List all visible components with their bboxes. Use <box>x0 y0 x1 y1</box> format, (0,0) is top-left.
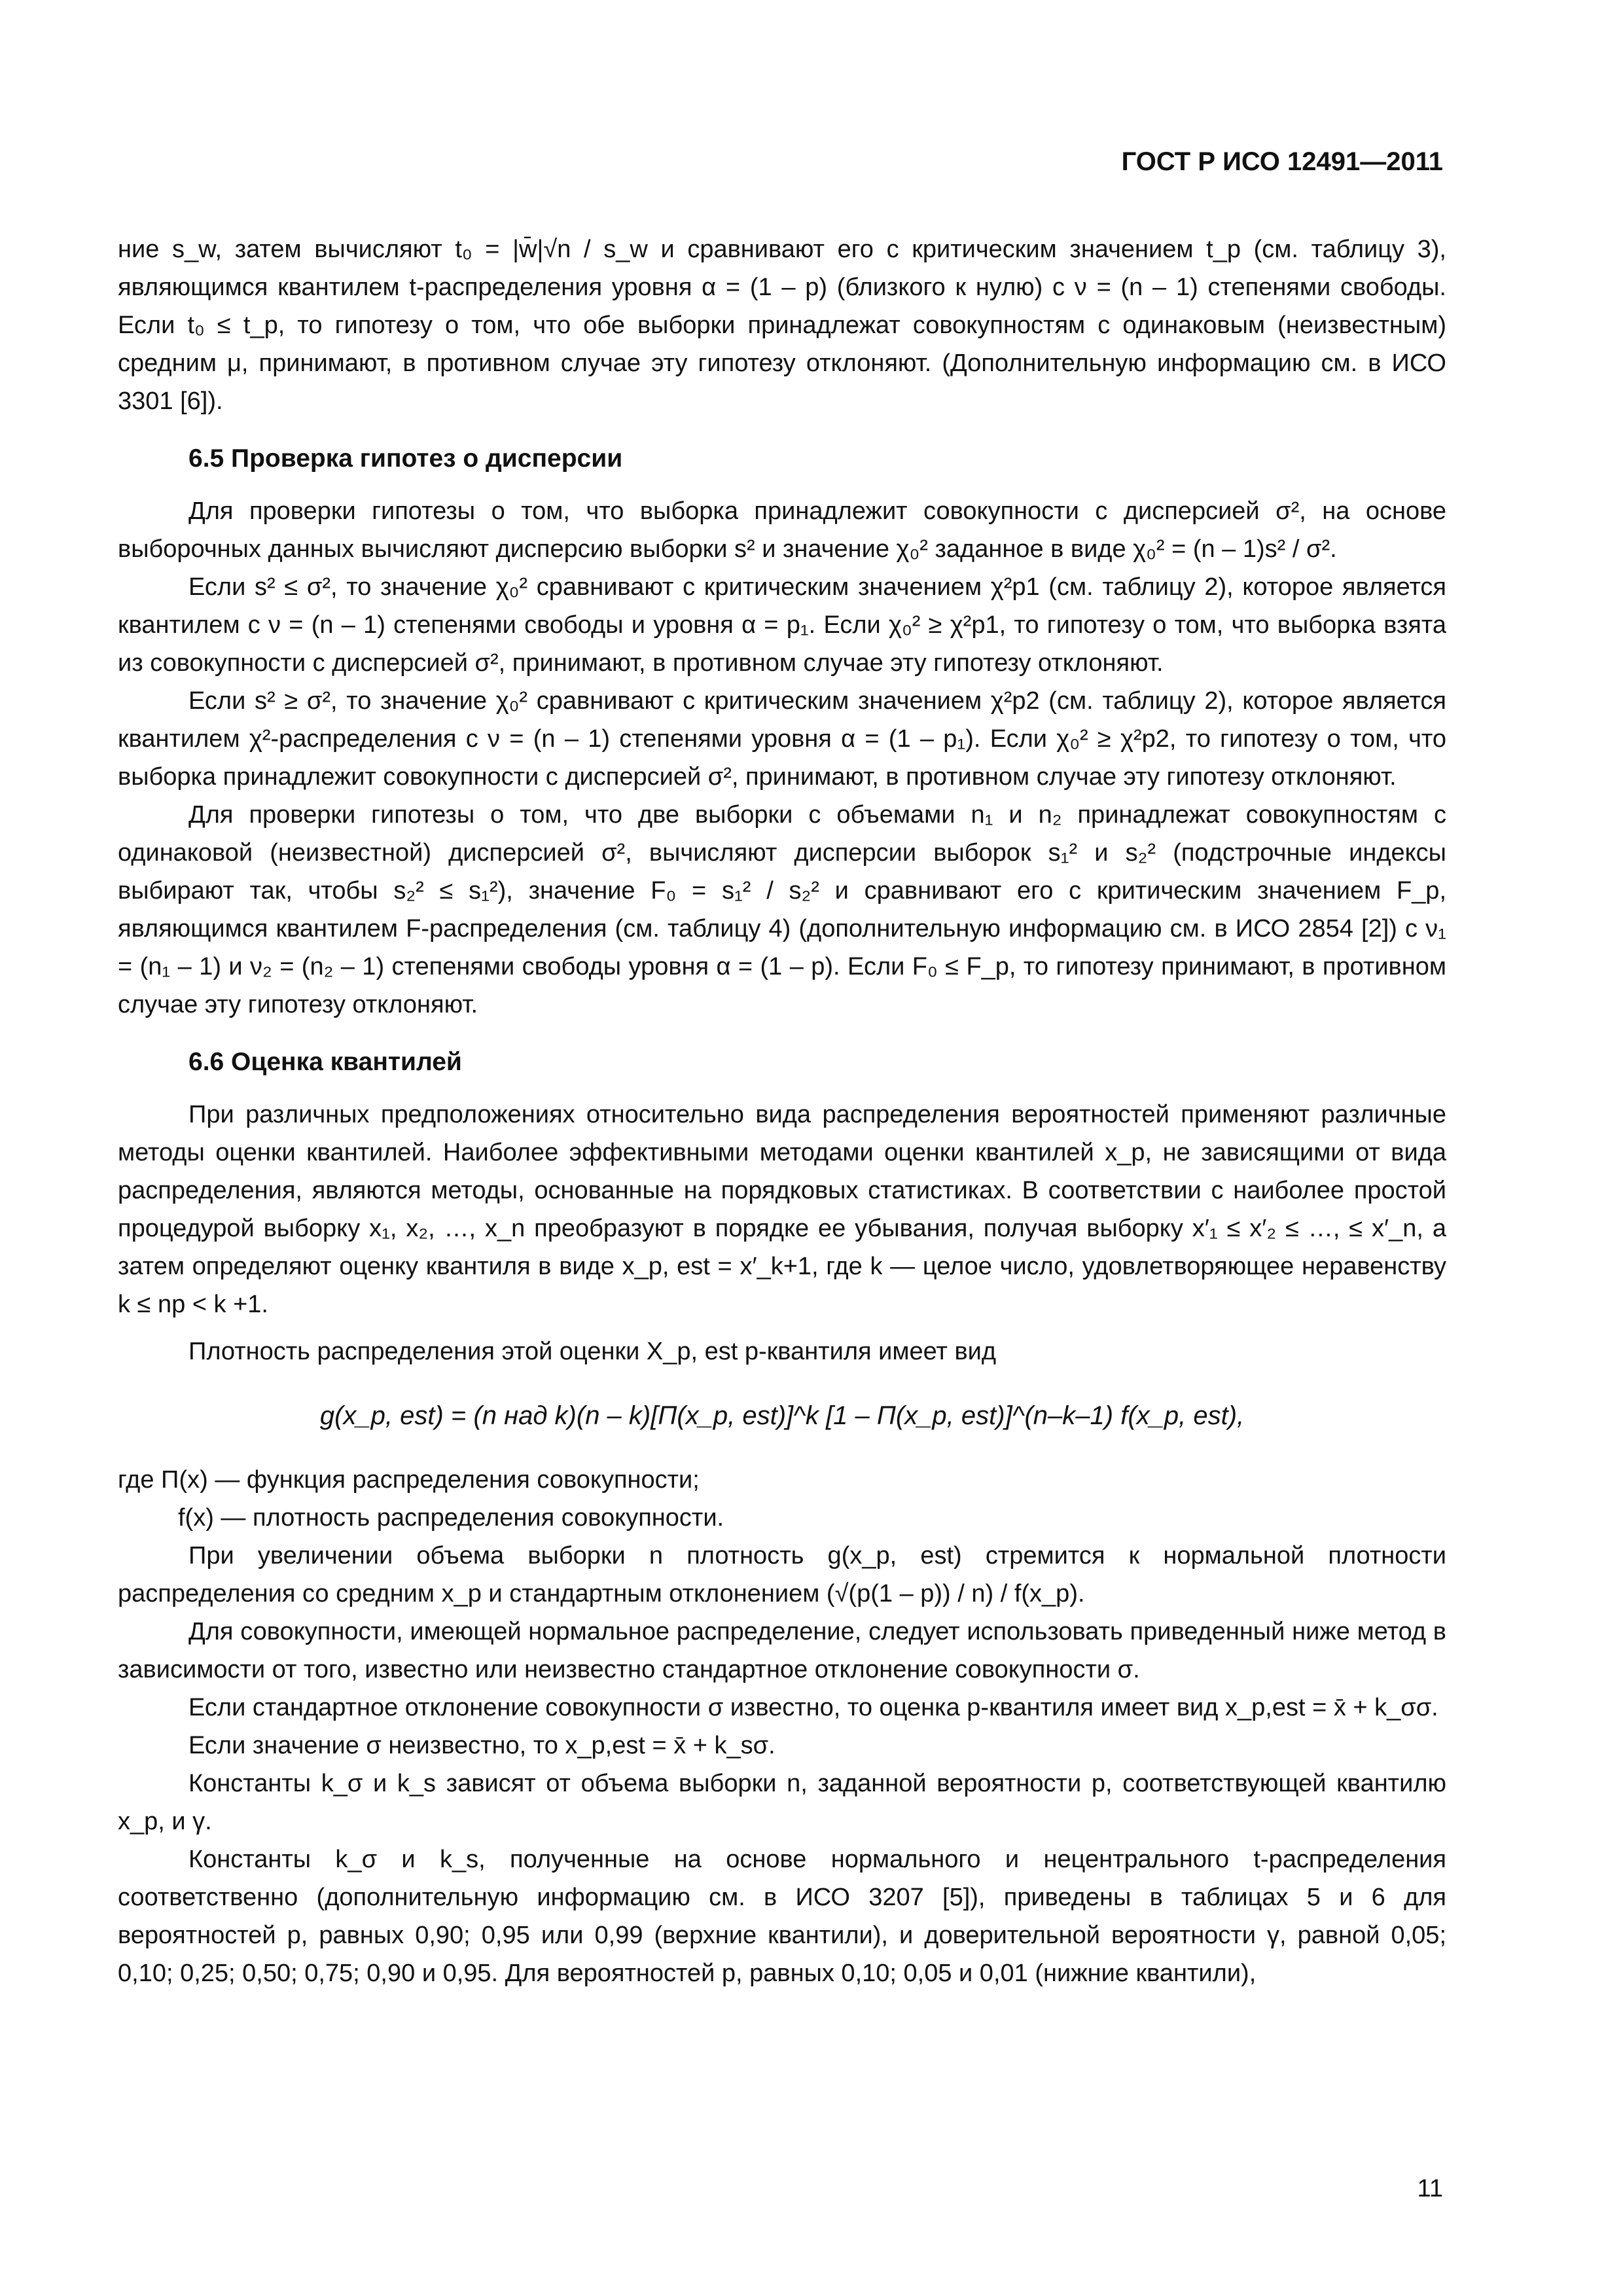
section-6-5-heading: 6.5 Проверка гипотез о дисперсии <box>188 444 623 473</box>
page-number: 11 <box>1417 2175 1443 2202</box>
paragraph-continuation: ние s_w, затем вычисляют t₀ = |w̄|√n / s_w и сравнивают его с критическим значением t_p (см. таблицу 3), являющимся квантилем t-распределения уровня α = (1 – p) (близкого к нулю) с ν = (n – 1) степенями свободы. Если t₀ ≤ t_p, то гипотезу о том, что обе выборки принадлежат совокупностям с одинаковым (неизвестным) средним μ, принимают, в противном случае эту гипотезу отклоняют. (Дополнительную информацию см. в ИСО 3301 [6]). <box>118 236 1446 415</box>
paragraph: Константы k_σ и k_s зависят от объема выборки n, заданной вероятности p, соответствующей квантилю x_p, и γ. <box>118 1770 1446 1835</box>
paragraph: Если стандартное отклонение совокупности σ известно, то оценка p-квантиля имеет вид x_p,est = x̄ + k_σσ. <box>188 1694 1438 1721</box>
paragraph: Плотность распределения этой оценки X_p, est p-квантиля имеет вид <box>188 1338 997 1365</box>
density-formula: g(x_p, est) = (n над k)(n – k)[Π(x_p, est)]^k [1 – Π(x_p, est)]^(n–k–1) f(x_p, est), <box>319 1401 1245 1430</box>
paragraph: Если s² ≥ σ², то значение χ₀² сравнивают с критическим значением χ²p2 (см. таблицу 2), которое является квантилем χ²-распределения с ν = (n – 1) степенями уровня α = (1 – p₁). Если χ₀² ≥ χ²p2, то гипотезу о том, что выборка принадлежит совокупности с дисперсией σ², принимают, в противном случае эту гипотезу отклоняют. <box>118 687 1446 791</box>
section-6-6-heading: 6.6 Оценка квантилей <box>188 1048 462 1076</box>
paragraph: Если s² ≤ σ², то значение χ₀² сравнивают с критическим значением χ²p1 (см. таблицу 2), которое является квантилем с ν = (n – 1) степенями свободы и уровня α = p₁. Если χ₀² ≥ χ²p1, то гипотезу о том, что выборка взята из совокупности с дисперсией σ², принимают, в противном случае эту гипотезу отклоняют. <box>118 573 1446 677</box>
paragraph: Константы k_σ и k_s, полученные на основе нормального и нецентрального t-распределения соответственно (дополнительную информацию см. в ИСО 3207 [5]), приведены в таблицах 5 и 6 для вероятностей p, равных 0,90; 0,95 или 0,99 (верхние квантили), и доверительной вероятности γ, равной 0,05; 0,10; 0,25; 0,50; 0,75; 0,90 и 0,95. Для вероятностей p, равных 0,10; 0,05 и 0,01 (нижние квантили), <box>118 1846 1446 1987</box>
paragraph: Для совокупности, имеющей нормальное распределение, следует использовать приведенный ниже метод в зависимости от того, известно или неизвестно стандартное отклонение совокупности σ. <box>118 1618 1446 1683</box>
paragraph: При различных предположениях относительно вида распределения вероятностей применяют различные методы оценки квантилей. Наиболее эффективными методами оценки квантилей x_p, не зависящими от вида распределения, являются методы, основанные на порядковых статистиках. В соответствии с наиболее простой процедурой выборку x₁, x₂, …, x_n преобразуют в порядке ее убывания, получая выборку x′₁ ≤ x′₂ ≤ …, ≤ x′_n, а затем определяют оценку квантиля в виде x_p, est = x′_k+1, где k — целое число, удовлетворяющее неравенству k ≤ np < k +1. <box>118 1101 1446 1318</box>
paragraph: При увеличении объема выборки n плотность g(x_p, est) стремится к нормальной плотности распределения со средним x_p и стандартным отклонением (√(p(1 – p)) / n) / f(x_p). <box>118 1542 1446 1607</box>
formula-legend-item: где Π(x) — функция распределения совокупности; <box>118 1466 700 1494</box>
formula-legend-item: f(x) — плотность распределения совокупности. <box>178 1504 724 1532</box>
paragraph: Для проверки гипотезы о том, что две выборки с объемами n₁ и n₂ принадлежат совокупностям с одинаковой (неизвестной) дисперсией σ², вычисляют дисперсии выборок s₁² и s₂² (подстрочные индексы выбирают так, чтобы s₂² ≤ s₁²), значение F₀ = s₁² / s₂² и сравнивают его с критическим значением F_p, являющимся квантилем F-распределения (см. таблицу 4) (дополнительную информацию см. в ИСО 2854 [2]) с ν₁ = (n₁ – 1) и ν₂ = (n₂ – 1) степенями свободы уровня α = (1 – p). Если F₀ ≤ F_p, то гипотезу принимают, в противном случае эту гипотезу отклоняют. <box>118 801 1446 1018</box>
paragraph: Если значение σ неизвестно, то x_p,est = x̄ + k_sσ. <box>188 1732 776 1759</box>
standard-header: ГОСТ Р ИСО 12491—2011 <box>1121 147 1443 176</box>
paragraph: Для проверки гипотезы о том, что выборка принадлежит совокупности с дисперсией σ², на основе выборочных данных вычисляют дисперсию выборки s² и значение χ₀² заданное в виде χ₀² = (n – 1)s² / σ². <box>118 497 1446 563</box>
page-content <box>118 230 1446 1992</box>
